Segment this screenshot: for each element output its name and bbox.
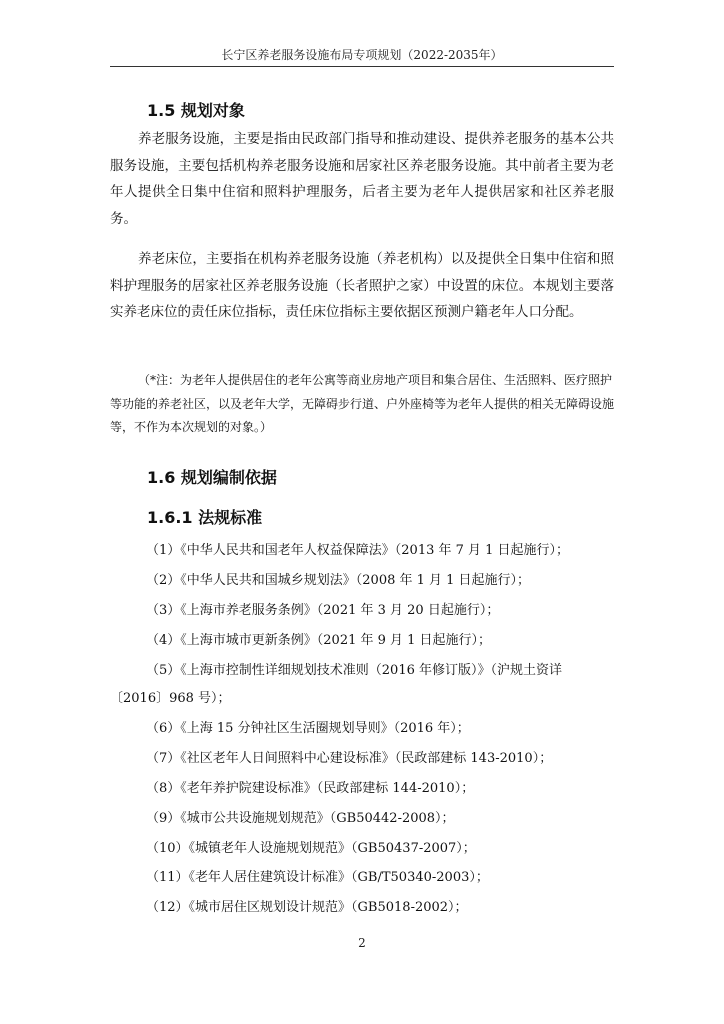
regulation-item: （1）《中华人民共和国老年人权益保障法》（2013 年 7 月 1 日起施行）； bbox=[146, 543, 570, 558]
regulation-item: （8）《老年养护院建设标准》（民政部建标 144-2010）； bbox=[146, 781, 475, 796]
regulation-item: （9）《城市公共设施规划规范》（GB50442-2008）； bbox=[146, 811, 455, 826]
section-1-5-paragraph-2: 养老床位，主要指在机构养老服务设施（养老机构）以及提供全日集中住宿和照料护理服务的居家社区养老服务设施（长者照护之家）中设置的床位。本规划主要落实养老床位的责任床位指标，责任床位指标主要依据区预测户籍老年人口分配。 bbox=[110, 251, 614, 320]
running-header: 长宁区养老服务设施布局专项规划（2022-2035年） bbox=[221, 48, 503, 62]
section-1-5-note: （*注：为老年人提供居住的老年公寓等商业房地产项目和集合居住、生活照料、医疗照护等功能的养老社区，以及老年大学，无障碍步行道、户外座椅等为老年人提供的相关无障碍设施等，不作为本次规划的对象。） bbox=[110, 373, 615, 434]
regulation-item: （7）《社区老年人日间照料中心建设标准》（民政部建标 143-2010）； bbox=[146, 751, 553, 766]
regulation-item: （11）《老年人居住建筑设计标准》（GB/T50340-2003）； bbox=[146, 870, 489, 885]
regulation-item: （2）《中华人民共和国城乡规划法》（2008 年 1 月 1 日起施行）； bbox=[146, 573, 531, 588]
regulation-item: （12）《城市居住区规划设计规范》（GB5018-2002）； bbox=[146, 900, 468, 915]
regulation-item: （6）《上海 15 分钟社区生活圈规划导则》（2016 年）； bbox=[146, 721, 470, 736]
page-number: 2 bbox=[358, 936, 366, 950]
regulation-item: （3）《上海市养老服务条例》（2021 年 3 月 20 日起施行）； bbox=[146, 603, 500, 618]
section-1-5-heading: 1.5 规划对象 bbox=[147, 101, 245, 120]
regulation-item: （5）《上海市控制性详细规划技术准则（2016 年修订版）》（沪规土资详〔2016〕968 号）； bbox=[110, 663, 562, 706]
section-1-5-paragraph-1: 养老服务设施，主要是指由民政部门指导和推动建设、提供养老服务的基本公共服务设施，主要包括机构养老服务设施和居家社区养老服务设施。其中前者主要为老年人提供全日集中住宿和照料护理服务，后者主要为老年人提供居家和社区养老服务。 bbox=[110, 131, 614, 227]
section-1-6-heading: 1.6 规划编制依据 bbox=[147, 468, 277, 487]
header-divider bbox=[110, 66, 614, 67]
regulation-item: （4）《上海市城市更新条例》（2021 年 9 月 1 日起施行）； bbox=[146, 633, 492, 648]
section-1-6-1-heading: 1.6.1 法规标准 bbox=[147, 508, 263, 527]
regulation-item: （10）《城镇老年人设施规划规范》（GB50437-2007）； bbox=[146, 841, 476, 856]
